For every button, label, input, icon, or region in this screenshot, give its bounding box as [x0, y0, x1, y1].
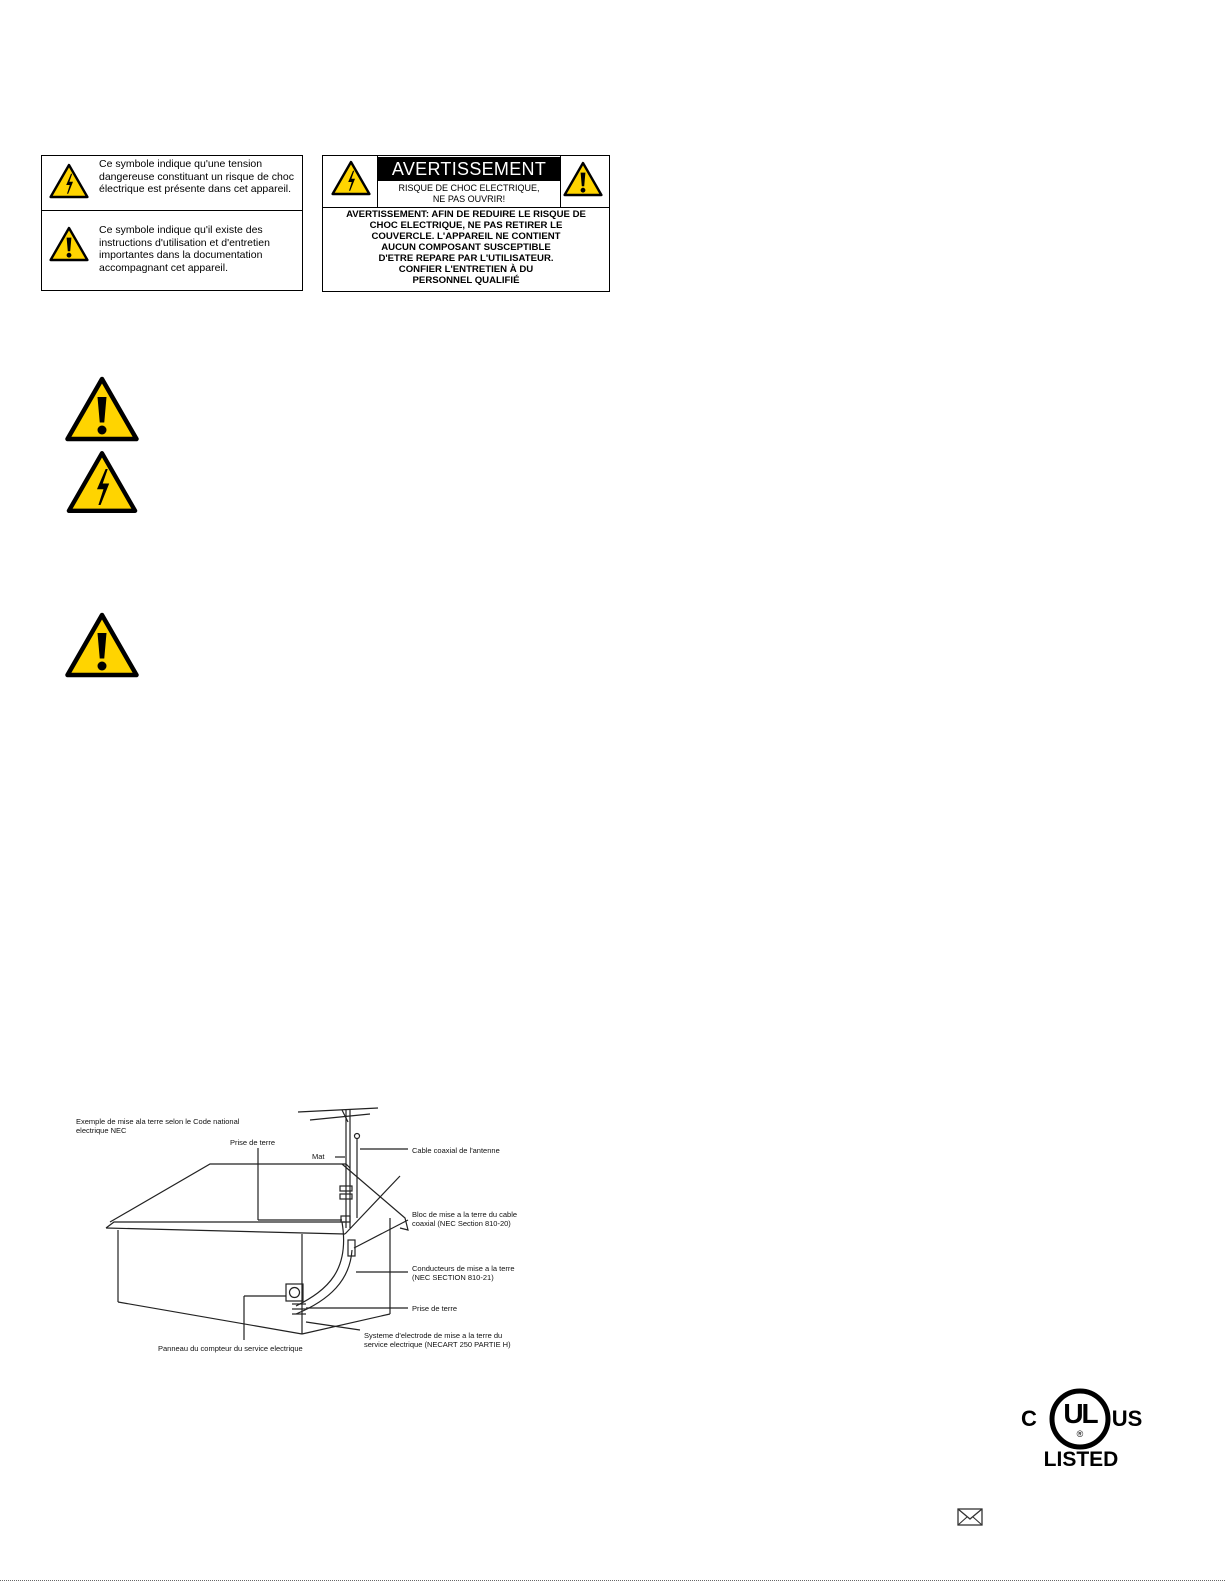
legend-caution-text: Ce symbole indique qu'il existe des instructions d'utilisation et d'entretien importantes dans la documentation accompagnant cet appareil.	[99, 224, 270, 274]
ul-listed-text: LISTED	[1043, 1448, 1119, 1471]
warning-subtitle-line: NE PAS OUVRIR!	[432, 194, 506, 204]
warning-subtitle	[378, 183, 560, 205]
warning-body-line: COUVERCLE. L'APPAREIL NE CONTIENT	[371, 231, 561, 242]
warning-title: AVERTISSEMENT	[378, 157, 560, 181]
diagram-title	[76, 1117, 239, 1135]
label-systeme-line: Systeme d'electrode de mise a la terre du	[364, 1331, 503, 1340]
label-bloc-line: coaxial (NEC Section 810-20)	[412, 1219, 511, 1228]
lightning-triangle-icon	[66, 449, 138, 515]
ul-us-letters: US	[1111, 1406, 1143, 1431]
label-conducteurs-line: Conducteurs de mise a la terre	[412, 1264, 515, 1273]
symbol-legend-box	[41, 155, 303, 291]
warning-body	[327, 209, 605, 286]
warning-subtitle-line: RISQUE DE CHOC ELECTRIQUE,	[398, 183, 540, 193]
label-conducteurs	[412, 1264, 515, 1282]
lightning-triangle-icon	[331, 160, 371, 196]
label-systeme-line: service electrique (NECART 250 PARTIE H)	[364, 1340, 511, 1349]
warning-body-line: CONFIER L'ENTRETIEN À DU	[398, 264, 534, 275]
envelope-icon[interactable]	[957, 1508, 983, 1526]
page-footer-rule	[0, 1580, 1225, 1581]
ul-c-letter: C	[1021, 1406, 1037, 1431]
label-systeme	[364, 1331, 511, 1349]
warning-body-line: D'ETRE REPARE PAR L'UTILISATEUR.	[378, 253, 554, 264]
lightning-triangle-icon	[49, 163, 89, 199]
label-bloc-line: Bloc de mise a la terre du cable	[412, 1210, 518, 1219]
label-panneau: Panneau du compteur du service electrique	[158, 1344, 303, 1353]
label-cable-coaxial: Cable coaxial de l'antenne	[412, 1146, 500, 1155]
ul-listed-logo	[1018, 1383, 1143, 1473]
legend-row-caution	[42, 211, 302, 291]
shock-warning-box	[322, 155, 610, 292]
legend-shock-text: Ce symbole indique qu'une tension dangereuse constituant un risque de choc électrique est présente dans cet appareil.	[99, 158, 294, 195]
exclamation-triangle-icon	[64, 612, 140, 678]
label-mat: Mat	[312, 1152, 325, 1161]
exclamation-triangle-icon	[49, 226, 89, 262]
exclamation-triangle-icon	[64, 376, 140, 442]
legend-row-shock	[42, 156, 302, 211]
warning-body-line: CHOC ELECTRIQUE, NE PAS RETIRER LE	[369, 220, 563, 231]
diagram-title-line: electrique NEC	[76, 1126, 127, 1135]
label-bloc	[412, 1210, 517, 1228]
warning-body-line: AUCUN COMPOSANT SUSCEPTIBLE	[381, 242, 551, 253]
warning-body-line: AVERTISSEMENT: AFIN DE REDUIRE LE RISQUE DE	[346, 209, 586, 220]
registered-mark: ®	[1076, 1429, 1084, 1439]
divider	[323, 207, 609, 208]
label-conducteurs-line: (NEC SECTION 810-21)	[412, 1273, 494, 1282]
diagram-title-line: Exemple de mise ala terre selon le Code national	[76, 1117, 240, 1126]
grounding-diagram	[70, 1100, 540, 1360]
label-prise-de-terre-top: Prise de terre	[230, 1138, 276, 1147]
ul-letters: UL	[1063, 1398, 1097, 1429]
warning-body-line: PERSONNEL QUALIFIÉ	[412, 275, 520, 286]
label-prise-de-terre-bottom: Prise de terre	[412, 1304, 458, 1313]
divider	[560, 156, 561, 207]
house-drawing	[70, 1100, 540, 1360]
exclamation-triangle-icon	[563, 161, 603, 197]
